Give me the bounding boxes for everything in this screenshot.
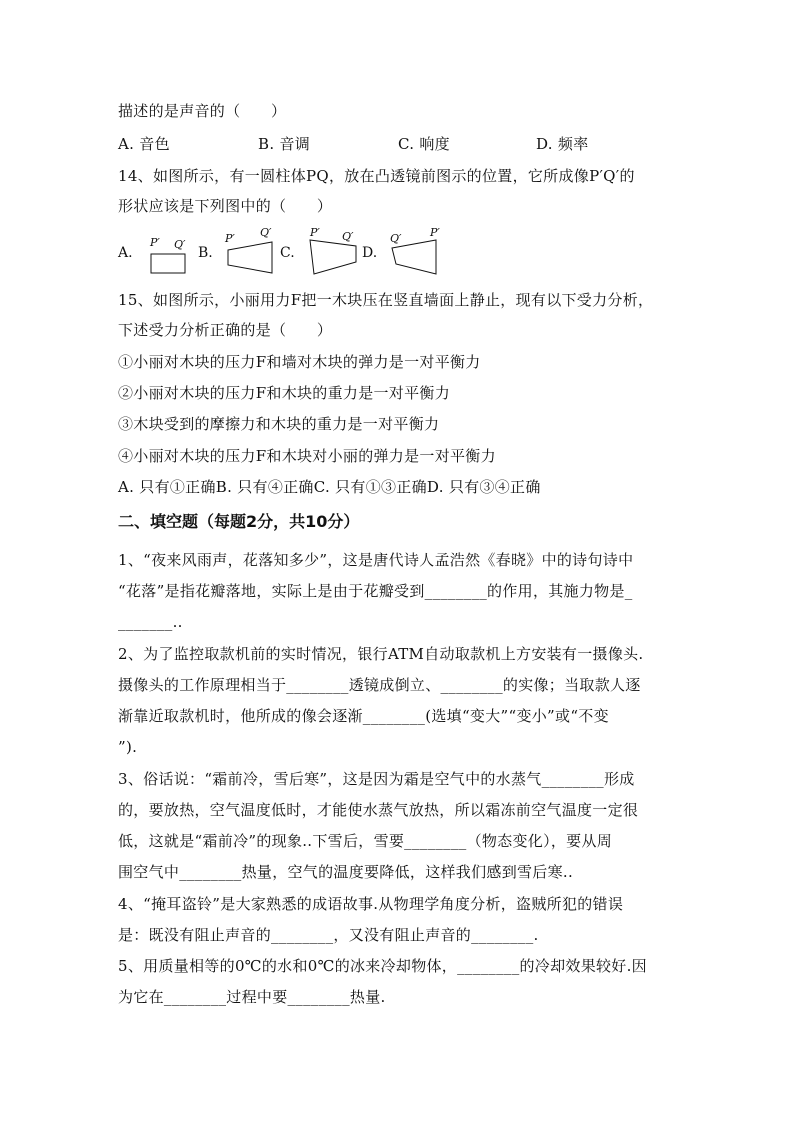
- q14-fig-d-right-text: P′: [430, 226, 440, 239]
- fill-q2-line2: 摄像头的工作原理相当于________透镜成倒立、________的实像；当取款人逐: [118, 676, 641, 694]
- q14-fig-a-right-text: Q′: [174, 238, 186, 251]
- q14-fig-d: [388, 224, 448, 278]
- fill-q4-line1: 4、“掩耳盗铃”是大家熟悉的成语故事.从物理学角度分析，盗贼所犯的错误: [118, 895, 624, 913]
- q14-fig-b-label: B.: [198, 245, 213, 261]
- fill-q2-line3: 渐靠近取款机时，他所成的像会逐渐________(选填“变大”“变小”或“不变: [118, 707, 609, 725]
- q14-fig-b-right-text: Q′: [260, 226, 272, 239]
- q14-fig-c-label: C.: [280, 245, 295, 261]
- fill-q3-line2: 的，要放热，空气温度低时，才能使水蒸气放热，所以霜冻前空气温度一定很: [118, 801, 639, 819]
- q13-options: [118, 134, 688, 154]
- fill-q1-line2: “花落”是指花瓣落地，实际上是由于花瓣受到________的作用，其施力物是_: [118, 582, 633, 600]
- q13-option-d: D. 频率: [536, 135, 589, 153]
- q15-item-3: ③木块受到的摩擦力和木块的重力是一对平衡力: [118, 415, 440, 433]
- q13-option-b: B. 音调: [258, 135, 311, 153]
- q14-fig-c-left-text: P′: [310, 226, 320, 239]
- q14-figure-options: [118, 226, 458, 280]
- fill-q5-line1: 5、用质量相等的0℃的水和0℃的冰来冷却物体，________的冷却效果较好.因: [118, 957, 647, 975]
- q15-line2: 下述受力分析正确的是（ ）: [118, 321, 333, 339]
- q14-fig-a-label: A.: [118, 245, 133, 261]
- q14-fig-d-left-text: Q′: [390, 232, 402, 245]
- fill-q4-line2: 是：既没有阻止声音的________，又没有阻止声音的________.: [118, 926, 539, 944]
- fill-q3-line4: 围空气中________热量，空气的温度要降低，这样我们感到雪后寒..: [118, 863, 574, 881]
- q14-fig-b-shape: [228, 242, 272, 273]
- q14-fig-d-label: D.: [362, 245, 378, 261]
- q14-fig-a: [146, 234, 192, 276]
- fill-q2-line4: ”).: [118, 738, 138, 756]
- q13-option-c: C. 响度: [398, 135, 450, 153]
- q14-fig-d-shape: [392, 240, 436, 274]
- fill-q3-line3: 低，这就是“霜前冷”的现象..下雪后，雪要________（物态变化），要从周: [118, 832, 613, 850]
- fill-q3-line1: 3、俗话说：“霜前冷，雪后寒”，这是因为霜是空气中的水蒸气________形成: [118, 770, 635, 788]
- q15-item-4: ④小丽对木块的压力F和木块对小丽的弹力是一对平衡力: [118, 447, 496, 465]
- section-heading: 二、填空题（每题2分，共10分）: [118, 512, 360, 531]
- q15-line1: 15、如图所示，小丽用力F把一木块压在竖直墙面上静止，现有以下受力分析，: [118, 291, 654, 309]
- q15-options: A. 只有①正确B. 只有④正确C. 只有①③正确D. 只有③④正确: [118, 478, 541, 496]
- fill-q1-line3: _______..: [118, 613, 183, 631]
- q13-stem: 描述的是声音的（ ）: [118, 102, 287, 120]
- q14-fig-b: [222, 226, 278, 276]
- q14-line2: 形状应该是下列图中的（ ）: [118, 197, 333, 215]
- fill-q1-line1: 1、“夜来风雨声，花落知多少”，这是唐代诗人孟浩然《春晓》中的诗句诗中: [118, 551, 634, 569]
- q14-fig-b-left-text: P′: [225, 232, 235, 245]
- q14-fig-a-shape: [151, 254, 185, 273]
- q13-option-a: A. 音色: [118, 135, 170, 153]
- q15-item-2: ②小丽对木块的压力F和木块的重力是一对平衡力: [118, 384, 451, 402]
- q14-fig-c-right-text: Q′: [342, 230, 354, 243]
- q14-fig-c-shape: [310, 240, 356, 274]
- q14-fig-a-left-text: P′: [150, 236, 160, 249]
- fill-q2-line1: 2、为了监控取款机前的实时情况，银行ATM自动取款机上方安装有一摄像头.: [118, 645, 644, 663]
- q14-line1: 14、如图所示，有一圆柱体PQ，放在凸透镜前图示的位置，它所成像P′Q′的: [118, 167, 635, 185]
- q14-fig-c: [306, 224, 364, 278]
- fill-q5-line2: 为它在________过程中要________热量.: [118, 988, 386, 1006]
- q15-item-1: ①小丽对木块的压力F和墙对木块的弹力是一对平衡力: [118, 353, 481, 371]
